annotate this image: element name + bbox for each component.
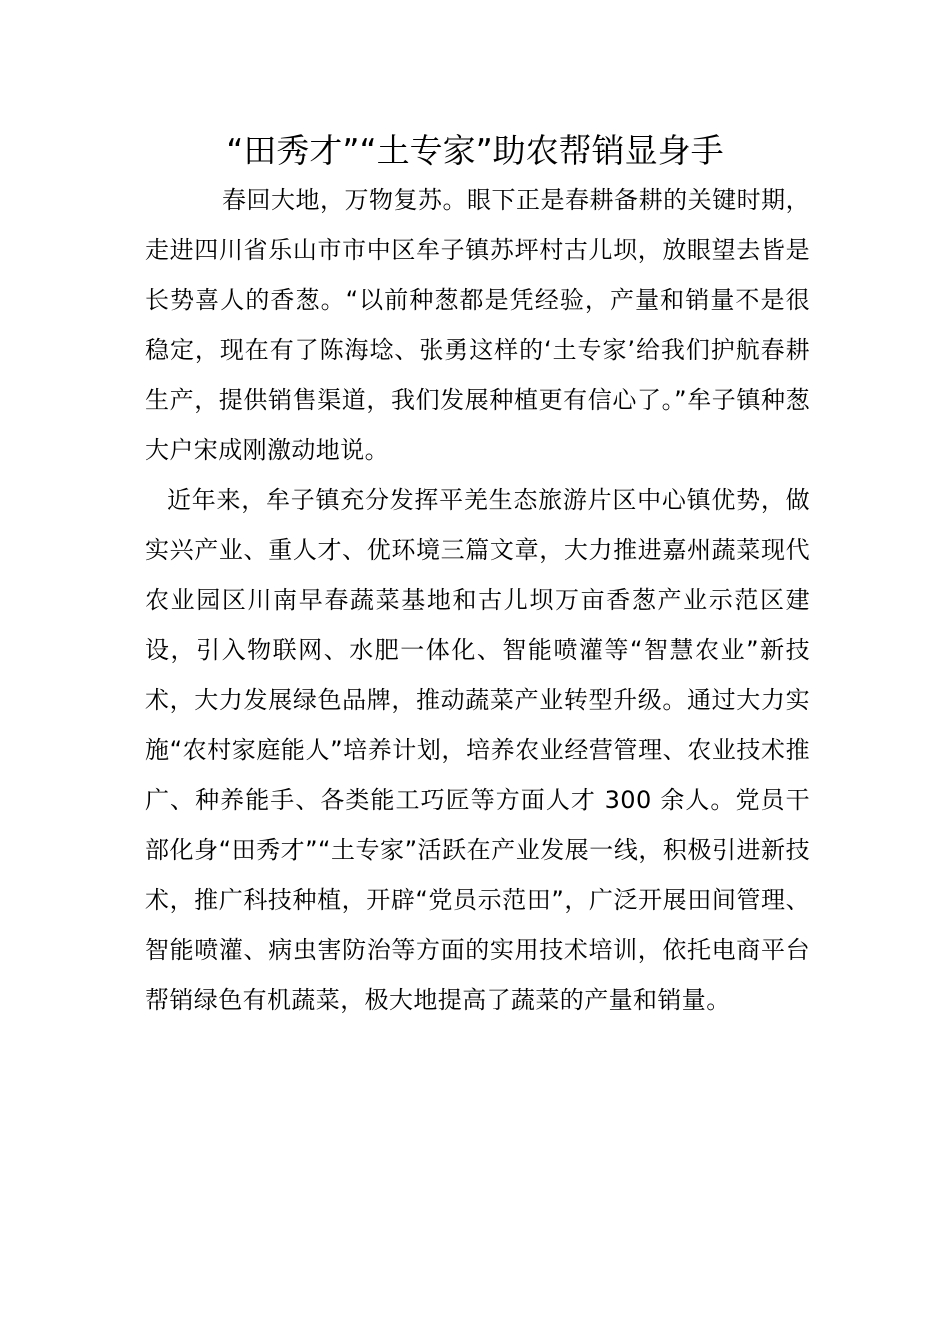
paragraph-1: 春回大地，万物复苏。眼下正是春耕备耕的关键时期，走进四川省乐山市市中区牟子镇苏坪村古儿坝，放眼望去皆是长势喜人的香葱。“以前种葱都是凭经验，产量和销量不是很稳定，现在有了陈海埝、张勇这样的‘土专家’给我们护航春耕生产，提供销售渠道，我们发展种植更有信心了。”牟子镇种葱大户宋成刚激动地说。 <box>145 186 810 464</box>
document-body <box>145 175 810 1025</box>
paragraph-2: 近年来，牟子镇充分发挥平羌生态旅游片区中心镇优势，做实兴产业、重人才、优环境三篇文章，大力推进嘉州蔬菜现代农业园区川南早春蔬菜基地和古儿坝万亩香葱产业示范区建设，引入物联网、水肥一体化、智能喷灌等“智慧农业”新技术，大力发展绿色品牌，推动蔬菜产业转型升级。通过大力实施“农村家庭能人”培养计划，培养农业经营管理、农业技术推广、种养能手、各类能工巧匠等方面人才 300 余人。党员干部化身“田秀才”“土专家”活跃在产业发展一线，积极引进新技术，推广科技种植，开辟“党员示范田”，广泛开展田间管理、智能喷灌、病虫害防治等方面的实用技术培训，依托电商平台帮销绿色有机蔬菜，极大地提高了蔬菜的产量和销量。 <box>145 486 810 1014</box>
document-title: “田秀才”“土专家”助农帮销显身手 <box>226 131 724 170</box>
